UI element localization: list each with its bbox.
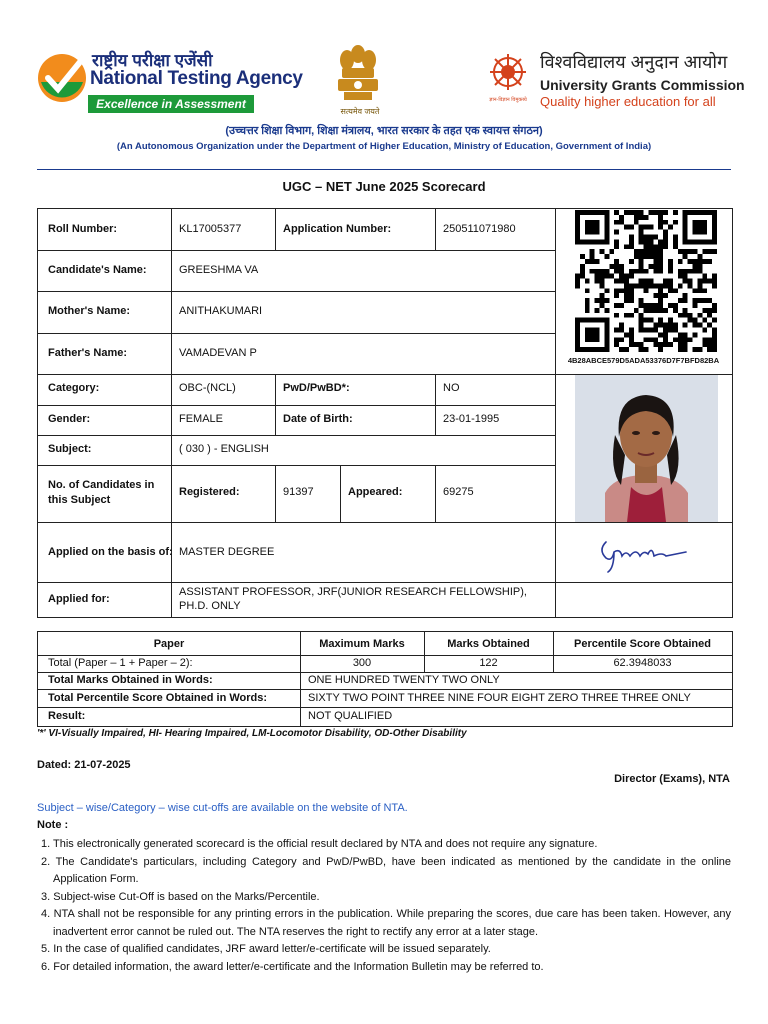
note-item: 3. Subject-wise Cut-Off is based on the Marks/Percentile. [41,890,320,903]
ugc-tagline: Quality higher education for all [540,94,716,109]
subject-label: Subject: [48,443,92,455]
gender-value: FEMALE [179,413,224,425]
application-number-value: 250511071980 [443,223,516,235]
max-marks-value: 300 [352,657,372,669]
percentile-words-label: Total Percentile Score Obtained in Words: [48,692,268,704]
org-description-hindi: (उच्चत्तर शिक्षा विभाग, शिक्षा मंत्रालय, भारत सरकार के तहत एक स्वायत्त संगठन) [225,125,543,137]
director-signature-label: Director (Exams), NTA [614,773,730,785]
application-number-label: Application Number: [283,223,392,235]
gender-label: Gender: [48,413,91,425]
nta-logo-icon [36,52,88,104]
note-item: 6. For detailed information, the award letter/e-certificate and the Information Bulletin may be referred to. [41,960,544,973]
qr-code-text: 4B28ABCE579D5ADA53376D7F7BFD82BA [567,356,720,365]
national-emblem-icon [332,42,384,104]
dob-label: Date of Birth: [283,413,353,425]
candidate-photo [575,375,718,522]
date-issued: Dated: 21-07-2025 [37,759,131,771]
applied-for-label: Applied for: [48,593,110,605]
percentile-value: 62.3948033 [613,657,672,669]
roll-number-label: Roll Number: [48,223,118,235]
note-item: 1. This electronically generated scorecard is the official result declared by NTA and does not require any signature. [41,838,598,850]
pwd-label: PwD/PwBD*: [283,382,350,394]
ugc-logo-caption: ज्ञान-विज्ञान विमुक्तये [489,97,527,103]
total-label: Total (Paper – 1 + Paper – 2): [48,657,193,669]
marks-table [37,631,733,727]
appeared-value: 69275 [443,486,474,498]
category-value: OBC-(NCL) [179,382,236,394]
subject-value: ( 030 ) - ENGLISH [179,443,269,455]
disability-legend: '*' VI-Visually Impaired, HI- Hearing Impaired, LM-Locomotor Disability, OD-Other Disability [37,728,467,739]
roll-number-value: KL17005377 [179,223,242,235]
marks-header-obtained: Marks Obtained [447,638,530,650]
mother-name-label: Mother's Name: [48,305,131,317]
pwd-value: NO [443,382,460,394]
ugc-hindi-name: विश्वविद्यालय अनुदान आयोग [540,52,728,72]
ugc-logo-icon [484,52,532,104]
father-name-label: Father's Name: [48,347,128,359]
basis-label: Applied on the basis of: [48,546,173,558]
candidate-name-label: Candidate's Name: [48,264,147,276]
page-title: UGC – NET June 2025 Scorecard [282,179,486,194]
dob-value: 23-01-1995 [443,413,500,425]
registered-value: 91397 [283,486,314,498]
header-divider [37,169,731,170]
note-item: 5. In the case of qualified candidates, JRF award letter/e-certificate will be issued separately. [41,943,491,955]
marks-header-paper: Paper [153,638,185,650]
nta-tagline: Excellence in Assessment [88,95,254,113]
candidate-signature [592,530,696,576]
father-name-value: VAMADEVAN P [179,347,257,359]
svg-text:Greeshma: Greeshma [644,571,659,575]
marks-header-max: Maximum Marks [319,638,405,650]
candidates-count-label: No. of Candidates in this Subject [48,479,155,506]
note-item: 4. NTA shall not be responsible for any printing errors in the publication. While preparing the scores, due care has been taken. However, any inadvertent error cannot be ruled out. The NTA reserves the right to rectify any error at a later stage. [41,908,731,938]
emblem-motto: सत्यमेव जयते [340,107,380,116]
notes-list [37,836,731,976]
marks-words-value: ONE HUNDRED TWENTY TWO ONLY [308,674,500,686]
basis-value: MASTER DEGREE [179,546,275,558]
note-item: 2. The Candidate's particulars, including Category and PwD/PwBD, have been indicated as mentioned by the candidate in the online Application Form. [41,855,731,885]
nta-english-name: National Testing Agency [90,68,303,89]
notes-heading: Note : [37,819,69,831]
qr-code [575,210,717,352]
applied-for-value: ASSISTANT PROFESSOR, JRF(JUNIOR RESEARCH FELLOWSHIP), PH.D. ONLY [179,586,527,612]
registered-label: Registered: [179,486,240,498]
appeared-label: Appeared: [348,486,403,498]
marks-header-percentile: Percentile Score Obtained [574,638,711,650]
nta-hindi-name: राष्ट्रीय परीक्षा एजेंसी [92,51,213,70]
org-description-english: (An Autonomous Organization under the Department of Higher Education, Ministry of Education, Government of India) [116,141,652,152]
cutoff-note-link[interactable]: Subject – wise/Category – wise cut-offs are available on the website of NTA. [37,802,408,814]
ugc-english-name: University Grants Commission [540,77,745,93]
mother-name-value: ANITHAKUMARI [179,305,263,317]
category-label: Category: [48,382,100,394]
percentile-words-value: SIXTY TWO POINT THREE NINE FOUR EIGHT ZERO THREE THREE ONLY [308,692,691,704]
marks-obtained-value: 122 [479,657,498,669]
marks-words-label: Total Marks Obtained in Words: [48,674,213,686]
candidate-name-value: GREESHMA VA [179,264,259,276]
result-label: Result: [48,710,86,722]
result-value: NOT QUALIFIED [308,710,393,722]
